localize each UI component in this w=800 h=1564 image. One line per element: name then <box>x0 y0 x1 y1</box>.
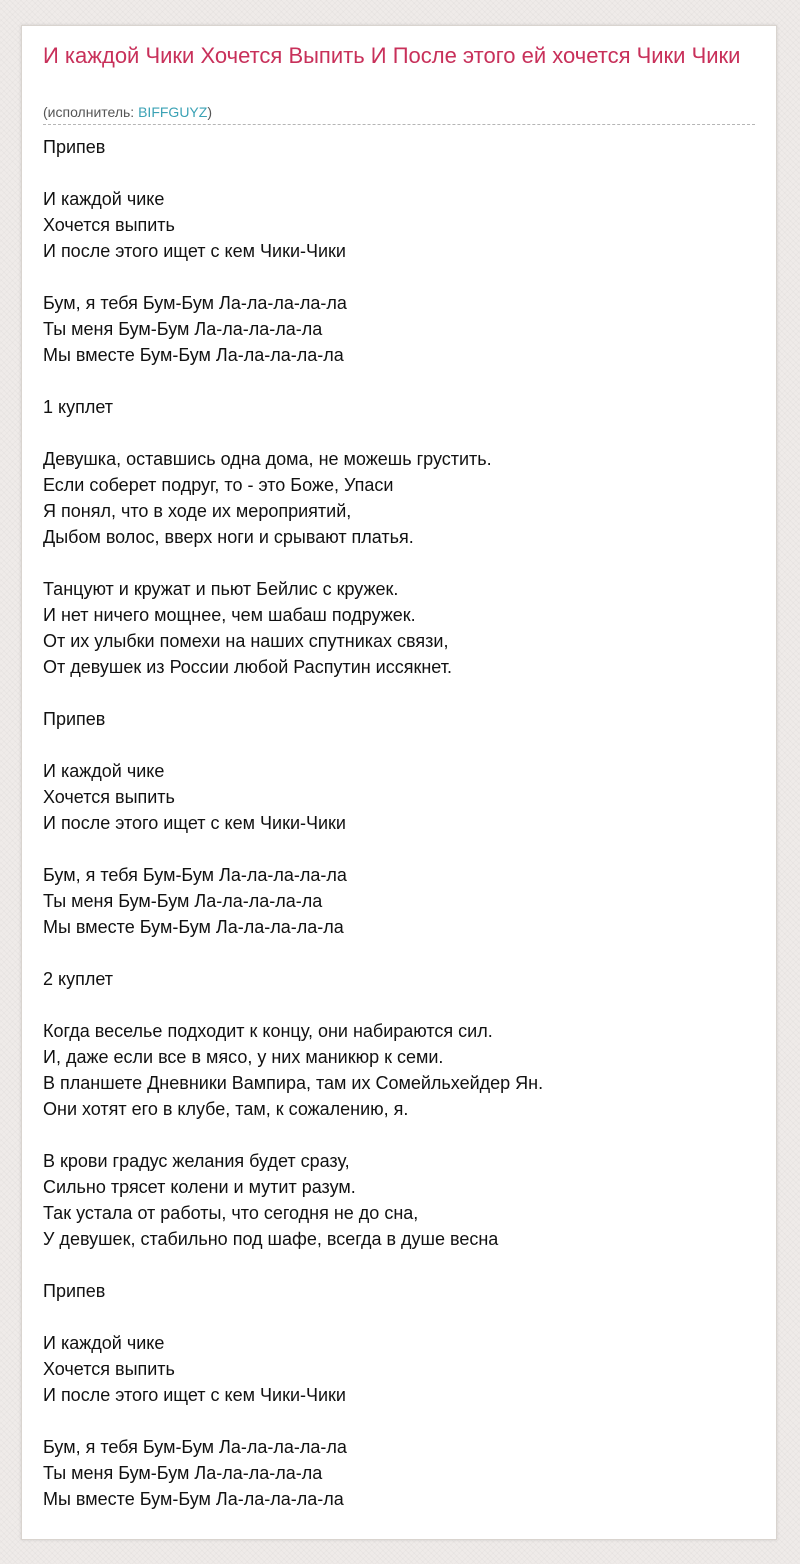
title-divider <box>43 124 755 125</box>
artist-suffix: ) <box>207 104 212 120</box>
lyric-line: Ты меня Бум-Бум Ла-ла-ла-ла-ла <box>43 891 323 911</box>
lyric-line: Хочется выпить <box>43 215 175 235</box>
lyric-blank-line <box>43 836 763 862</box>
lyric-line: Бум, я тебя Бум-Бум Ла-ла-ла-ла-ла <box>43 865 347 885</box>
lyric-line: От их улыбки помехи на наших спутниках связи, <box>43 631 449 651</box>
lyric-blank-line <box>43 160 763 186</box>
lyric-line: Бум, я тебя Бум-Бум Ла-ла-ла-ла-ла <box>43 1437 347 1457</box>
lyric-blank-line <box>43 940 763 966</box>
lyric-blank-line <box>43 680 763 706</box>
lyric-line: Бум, я тебя Бум-Бум Ла-ла-ла-ла-ла <box>43 293 347 313</box>
lyric-line: Мы вместе Бум-Бум Ла-ла-ла-ла-ла <box>43 345 344 365</box>
lyric-line: В планшете Дневники Вампира, там их Сомейльхейдер Ян. <box>43 1073 544 1093</box>
lyric-line: И, даже если все в мясо, у них маникюр к семи. <box>43 1047 444 1067</box>
artist-line <box>43 103 212 121</box>
lyric-line: Девушка, оставшись одна дома, не можешь грустить. <box>43 449 492 469</box>
lyric-line: Они хотят его в клубе, там, к сожалению, я. <box>43 1099 409 1119</box>
lyric-blank-line <box>43 368 763 394</box>
lyric-line: Припев <box>43 137 106 157</box>
lyric-line: 1 куплет <box>43 397 113 417</box>
lyric-line: У девушек, стабильно под шафе, всегда в душе весна <box>43 1229 499 1249</box>
lyric-line: И после этого ищет с кем Чики-Чики <box>43 1385 346 1405</box>
lyric-line: Мы вместе Бум-Бум Ла-ла-ла-ла-ла <box>43 917 344 937</box>
lyric-blank-line <box>43 1122 763 1148</box>
lyric-line: И после этого ищет с кем Чики-Чики <box>43 813 346 833</box>
lyric-line: И нет ничего мощнее, чем шабаш подружек. <box>43 605 416 625</box>
lyric-line: В крови градус желания будет сразу, <box>43 1151 350 1171</box>
artist-prefix: (исполнитель: <box>43 104 139 120</box>
lyric-line: Если соберет подруг, то - это Боже, Упаси <box>43 475 394 495</box>
lyric-line: И каждой чике <box>43 189 165 209</box>
lyric-blank-line <box>43 992 763 1018</box>
lyric-line: Сильно трясет колени и мутит разум. <box>43 1177 356 1197</box>
lyric-line: Ты меня Бум-Бум Ла-ла-ла-ла-ла <box>43 1463 323 1483</box>
lyric-blank-line <box>43 420 763 446</box>
lyric-line: Дыбом волос, вверх ноги и срывают платья. <box>43 527 414 547</box>
lyrics-text <box>43 134 763 1512</box>
lyric-line: И после этого ищет с кем Чики-Чики <box>43 241 346 261</box>
lyrics-card <box>21 25 777 1540</box>
lyric-line: Припев <box>43 1281 106 1301</box>
lyric-line: От девушек из России любой Распутин иссякнет. <box>43 657 452 677</box>
lyric-line: Хочется выпить <box>43 787 175 807</box>
lyric-blank-line <box>43 550 763 576</box>
lyric-line: Танцуют и кружат и пьют Бейлис с кружек. <box>43 579 399 599</box>
lyric-line: 2 куплет <box>43 969 113 989</box>
song-title: И каждой Чики Хочется Выпить И После этого ей хочется Чики Чики <box>43 43 741 68</box>
lyric-line: Хочется выпить <box>43 1359 175 1379</box>
lyric-blank-line <box>43 1252 763 1278</box>
lyric-line: И каждой чике <box>43 1333 165 1353</box>
lyric-line: И каждой чике <box>43 761 165 781</box>
lyric-line: Когда веселье подходит к концу, они набираются сил. <box>43 1021 493 1041</box>
lyric-line: Мы вместе Бум-Бум Ла-ла-ла-ла-ла <box>43 1489 344 1509</box>
lyric-blank-line <box>43 264 763 290</box>
lyric-line: Ты меня Бум-Бум Ла-ла-ла-ла-ла <box>43 319 323 339</box>
lyric-blank-line <box>43 1304 763 1330</box>
lyric-line: Припев <box>43 709 106 729</box>
lyric-blank-line <box>43 732 763 758</box>
artist-link[interactable]: BIFFGUYZ <box>138 104 208 120</box>
lyric-line: Я понял, что в ходе их мероприятий, <box>43 501 352 521</box>
lyric-blank-line <box>43 1408 763 1434</box>
lyric-line: Так устала от работы, что сегодня не до сна, <box>43 1203 419 1223</box>
